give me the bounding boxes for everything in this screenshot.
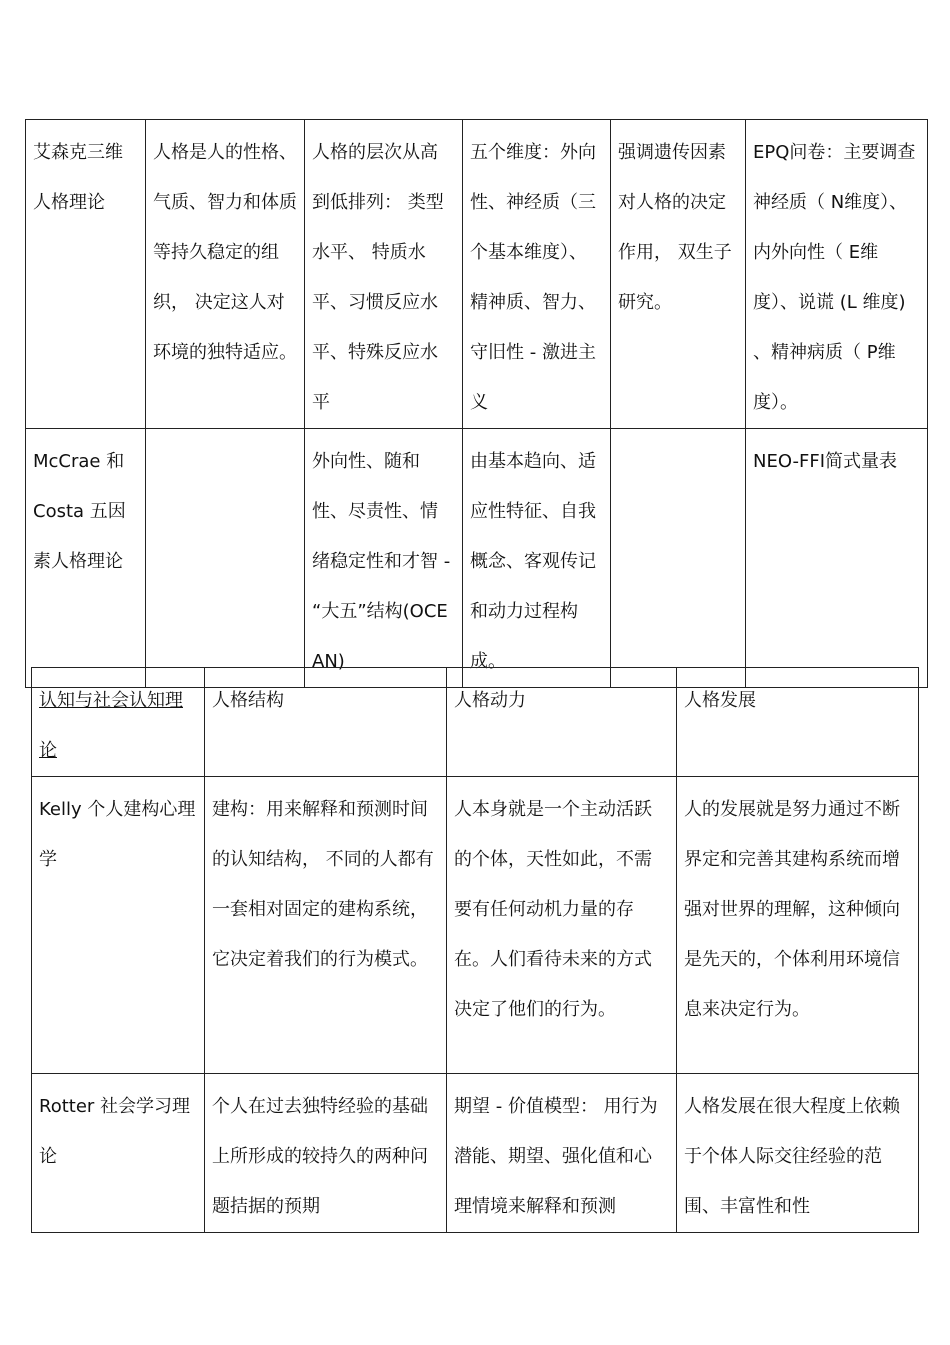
header-structure: 人格结构: [205, 668, 447, 777]
structure-cell: 外向性、随和性、尽责性、情绪稳定性和才智 - “大五”结构(OCEAN): [305, 429, 463, 688]
structure-cell: 建构：用来解释和预测时间的认知结构， 不同的人都有一套相对固定的建构系统， 它决定着我们的行为模式。: [205, 777, 447, 1074]
emphasis-cell: [611, 429, 746, 688]
table-header-row: [32, 668, 919, 777]
theory-cell: McCrae 和 Costa 五因素人格理论: [26, 429, 146, 688]
header-development: 人格发展: [677, 668, 919, 777]
table-row: [32, 1074, 919, 1233]
table-row: [26, 120, 928, 429]
measure-cell: EPQ问卷：主要调查神经质（ N维度）、内外向性（ E维度）、说谎 (L 维度) 、精神病质（ P维度）。: [746, 120, 928, 429]
table-row: [26, 429, 928, 688]
theory-cell: Rotter 社会学习理论: [32, 1074, 205, 1233]
header-dynamics: 人格动力: [447, 668, 677, 777]
header-theory-label: 认知与社会认知理论: [39, 690, 183, 761]
structure-cell: 人格的层次从高到低排列： 类型水平、 特质水平、习惯反应水平、特殊反应水平: [305, 120, 463, 429]
emphasis-cell: 强调遗传因素对人格的决定作用， 双生子研究。: [611, 120, 746, 429]
measure-cell: NEO-FFI简式量表: [746, 429, 928, 688]
dynamics-cell: 人本身就是一个主动活跃的个体，天性如此，不需要有任何动机力量的存在。人们看待未来的方式决定了他们的行为。: [447, 777, 677, 1074]
dimensions-cell: 五个维度：外向性、神经质（三个基本维度）、精神质、智力、守旧性 - 激进主义: [463, 120, 611, 429]
development-cell: 人的发展就是努力通过不断界定和完善其建构系统而增强对世界的理解，这种倾向是先天的，个体利用环境信息来决定行为。: [677, 777, 919, 1074]
personality-trait-table: [25, 119, 928, 688]
development-cell: 人格发展在很大程度上依赖于个体人际交往经验的范围、丰富性和性: [677, 1074, 919, 1233]
definition-cell: [146, 429, 305, 688]
theory-cell: Kelly 个人建构心理学: [32, 777, 205, 1074]
theory-cell: 艾森克三维人格理论: [26, 120, 146, 429]
definition-cell: 人格是人的性格、气质、智力和体质等持久稳定的组织， 决定这人对环境的独特适应。: [146, 120, 305, 429]
cognitive-theory-table: [31, 667, 919, 1233]
dynamics-cell: 期望 - 价值模型： 用行为潜能、期望、强化值和心理情境来解释和预测: [447, 1074, 677, 1233]
structure-cell: 个人在过去独特经验的基础上所形成的较持久的两种问题拮据的预期: [205, 1074, 447, 1233]
table-row: [32, 777, 919, 1074]
header-theory: [32, 668, 205, 777]
dimensions-cell: 由基本趋向、适应性特征、自我概念、客观传记和动力过程构成。: [463, 429, 611, 688]
